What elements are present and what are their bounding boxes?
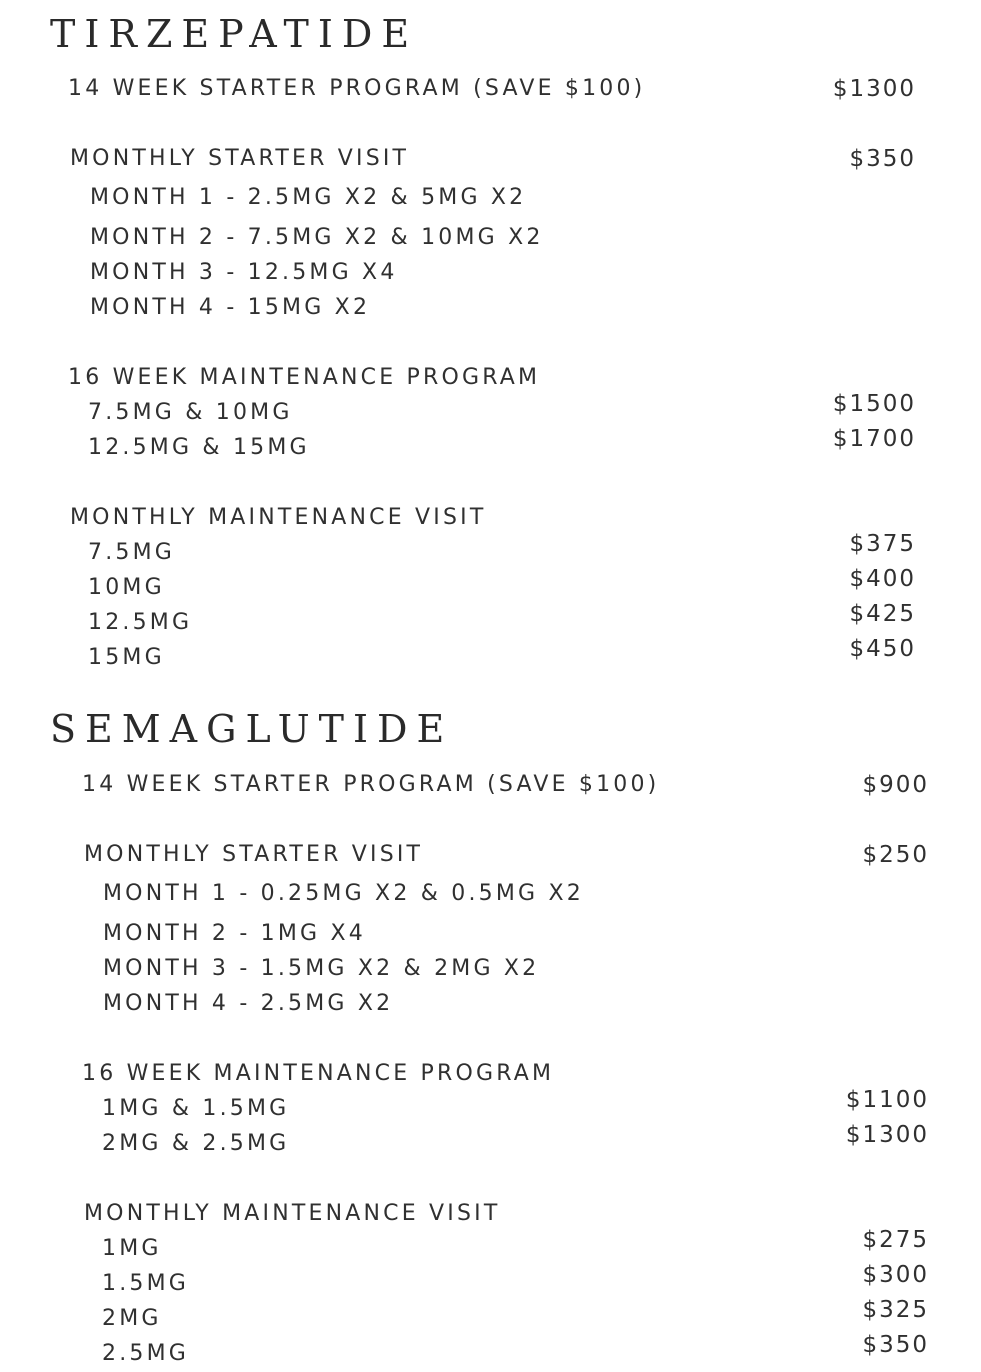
maintenance-visit-dose: 2.5MG — [102, 1341, 190, 1366]
starter-month-item: MONTH 3 - 12.5MG X4 — [90, 260, 398, 285]
starter-month-item: MONTH 1 - 2.5MG X2 & 5MG X2 — [90, 185, 527, 210]
maintenance-program-label: 16 WEEK MAINTENANCE PROGRAM — [82, 1061, 555, 1086]
starter-month-item: MONTH 3 - 1.5MG X2 & 2MG X2 — [103, 956, 540, 981]
maintenance-visit-dose: 7.5MG — [88, 540, 176, 565]
section-title-tirzepatide: TIRZEPATIDE — [50, 12, 419, 56]
maintenance-program-price: $1700 — [832, 426, 916, 452]
starter-program-price: $900 — [862, 772, 929, 798]
starter-visit-price: $350 — [849, 146, 916, 172]
section-title-semaglutide: SEMAGLUTIDE — [50, 707, 454, 751]
maintenance-program-price: $1300 — [845, 1122, 929, 1148]
maintenance-visit-price: $400 — [849, 566, 916, 592]
maintenance-visit-price: $375 — [849, 531, 916, 557]
maintenance-visit-price: $325 — [862, 1297, 929, 1323]
starter-program-label: 14 WEEK STARTER PROGRAM (SAVE $100) — [68, 76, 646, 101]
maintenance-program-dose: 7.5MG & 10MG — [88, 400, 293, 425]
maintenance-visit-price: $300 — [862, 1262, 929, 1288]
maintenance-visit-price: $450 — [849, 636, 916, 662]
maintenance-visit-dose: 15MG — [88, 645, 165, 670]
maintenance-program-dose: 1MG & 1.5MG — [102, 1096, 290, 1121]
maintenance-visit-price: $425 — [849, 601, 916, 627]
maintenance-program-dose: 12.5MG & 15MG — [88, 435, 310, 460]
maintenance-program-label: 16 WEEK MAINTENANCE PROGRAM — [68, 365, 541, 390]
starter-visit-price: $250 — [862, 842, 929, 868]
maintenance-visit-dose: 1MG — [102, 1236, 162, 1261]
maintenance-program-dose: 2MG & 2.5MG — [102, 1131, 290, 1156]
maintenance-visit-dose: 1.5MG — [102, 1271, 190, 1296]
maintenance-program-price: $1500 — [832, 391, 916, 417]
maintenance-visit-dose: 2MG — [102, 1306, 162, 1331]
starter-month-item: MONTH 1 - 0.25MG X2 & 0.5MG X2 — [103, 881, 584, 906]
starter-month-item: MONTH 4 - 15MG X2 — [90, 295, 371, 320]
starter-visit-label: MONTHLY STARTER VISIT — [70, 146, 410, 171]
starter-program-label: 14 WEEK STARTER PROGRAM (SAVE $100) — [82, 772, 660, 797]
maintenance-visit-label: MONTHLY MAINTENANCE VISIT — [84, 1201, 501, 1226]
maintenance-visit-price: $350 — [862, 1332, 929, 1358]
maintenance-visit-dose: 10MG — [88, 575, 165, 600]
starter-month-item: MONTH 4 - 2.5MG X2 — [103, 991, 394, 1016]
starter-month-item: MONTH 2 - 1MG X4 — [103, 921, 366, 946]
starter-month-item: MONTH 2 - 7.5MG X2 & 10MG X2 — [90, 225, 544, 250]
maintenance-program-price: $1100 — [845, 1087, 929, 1113]
maintenance-visit-price: $275 — [862, 1227, 929, 1253]
starter-visit-label: MONTHLY STARTER VISIT — [84, 842, 424, 867]
maintenance-visit-label: MONTHLY MAINTENANCE VISIT — [70, 505, 487, 530]
starter-program-price: $1300 — [832, 76, 916, 102]
maintenance-visit-dose: 12.5MG — [88, 610, 193, 635]
